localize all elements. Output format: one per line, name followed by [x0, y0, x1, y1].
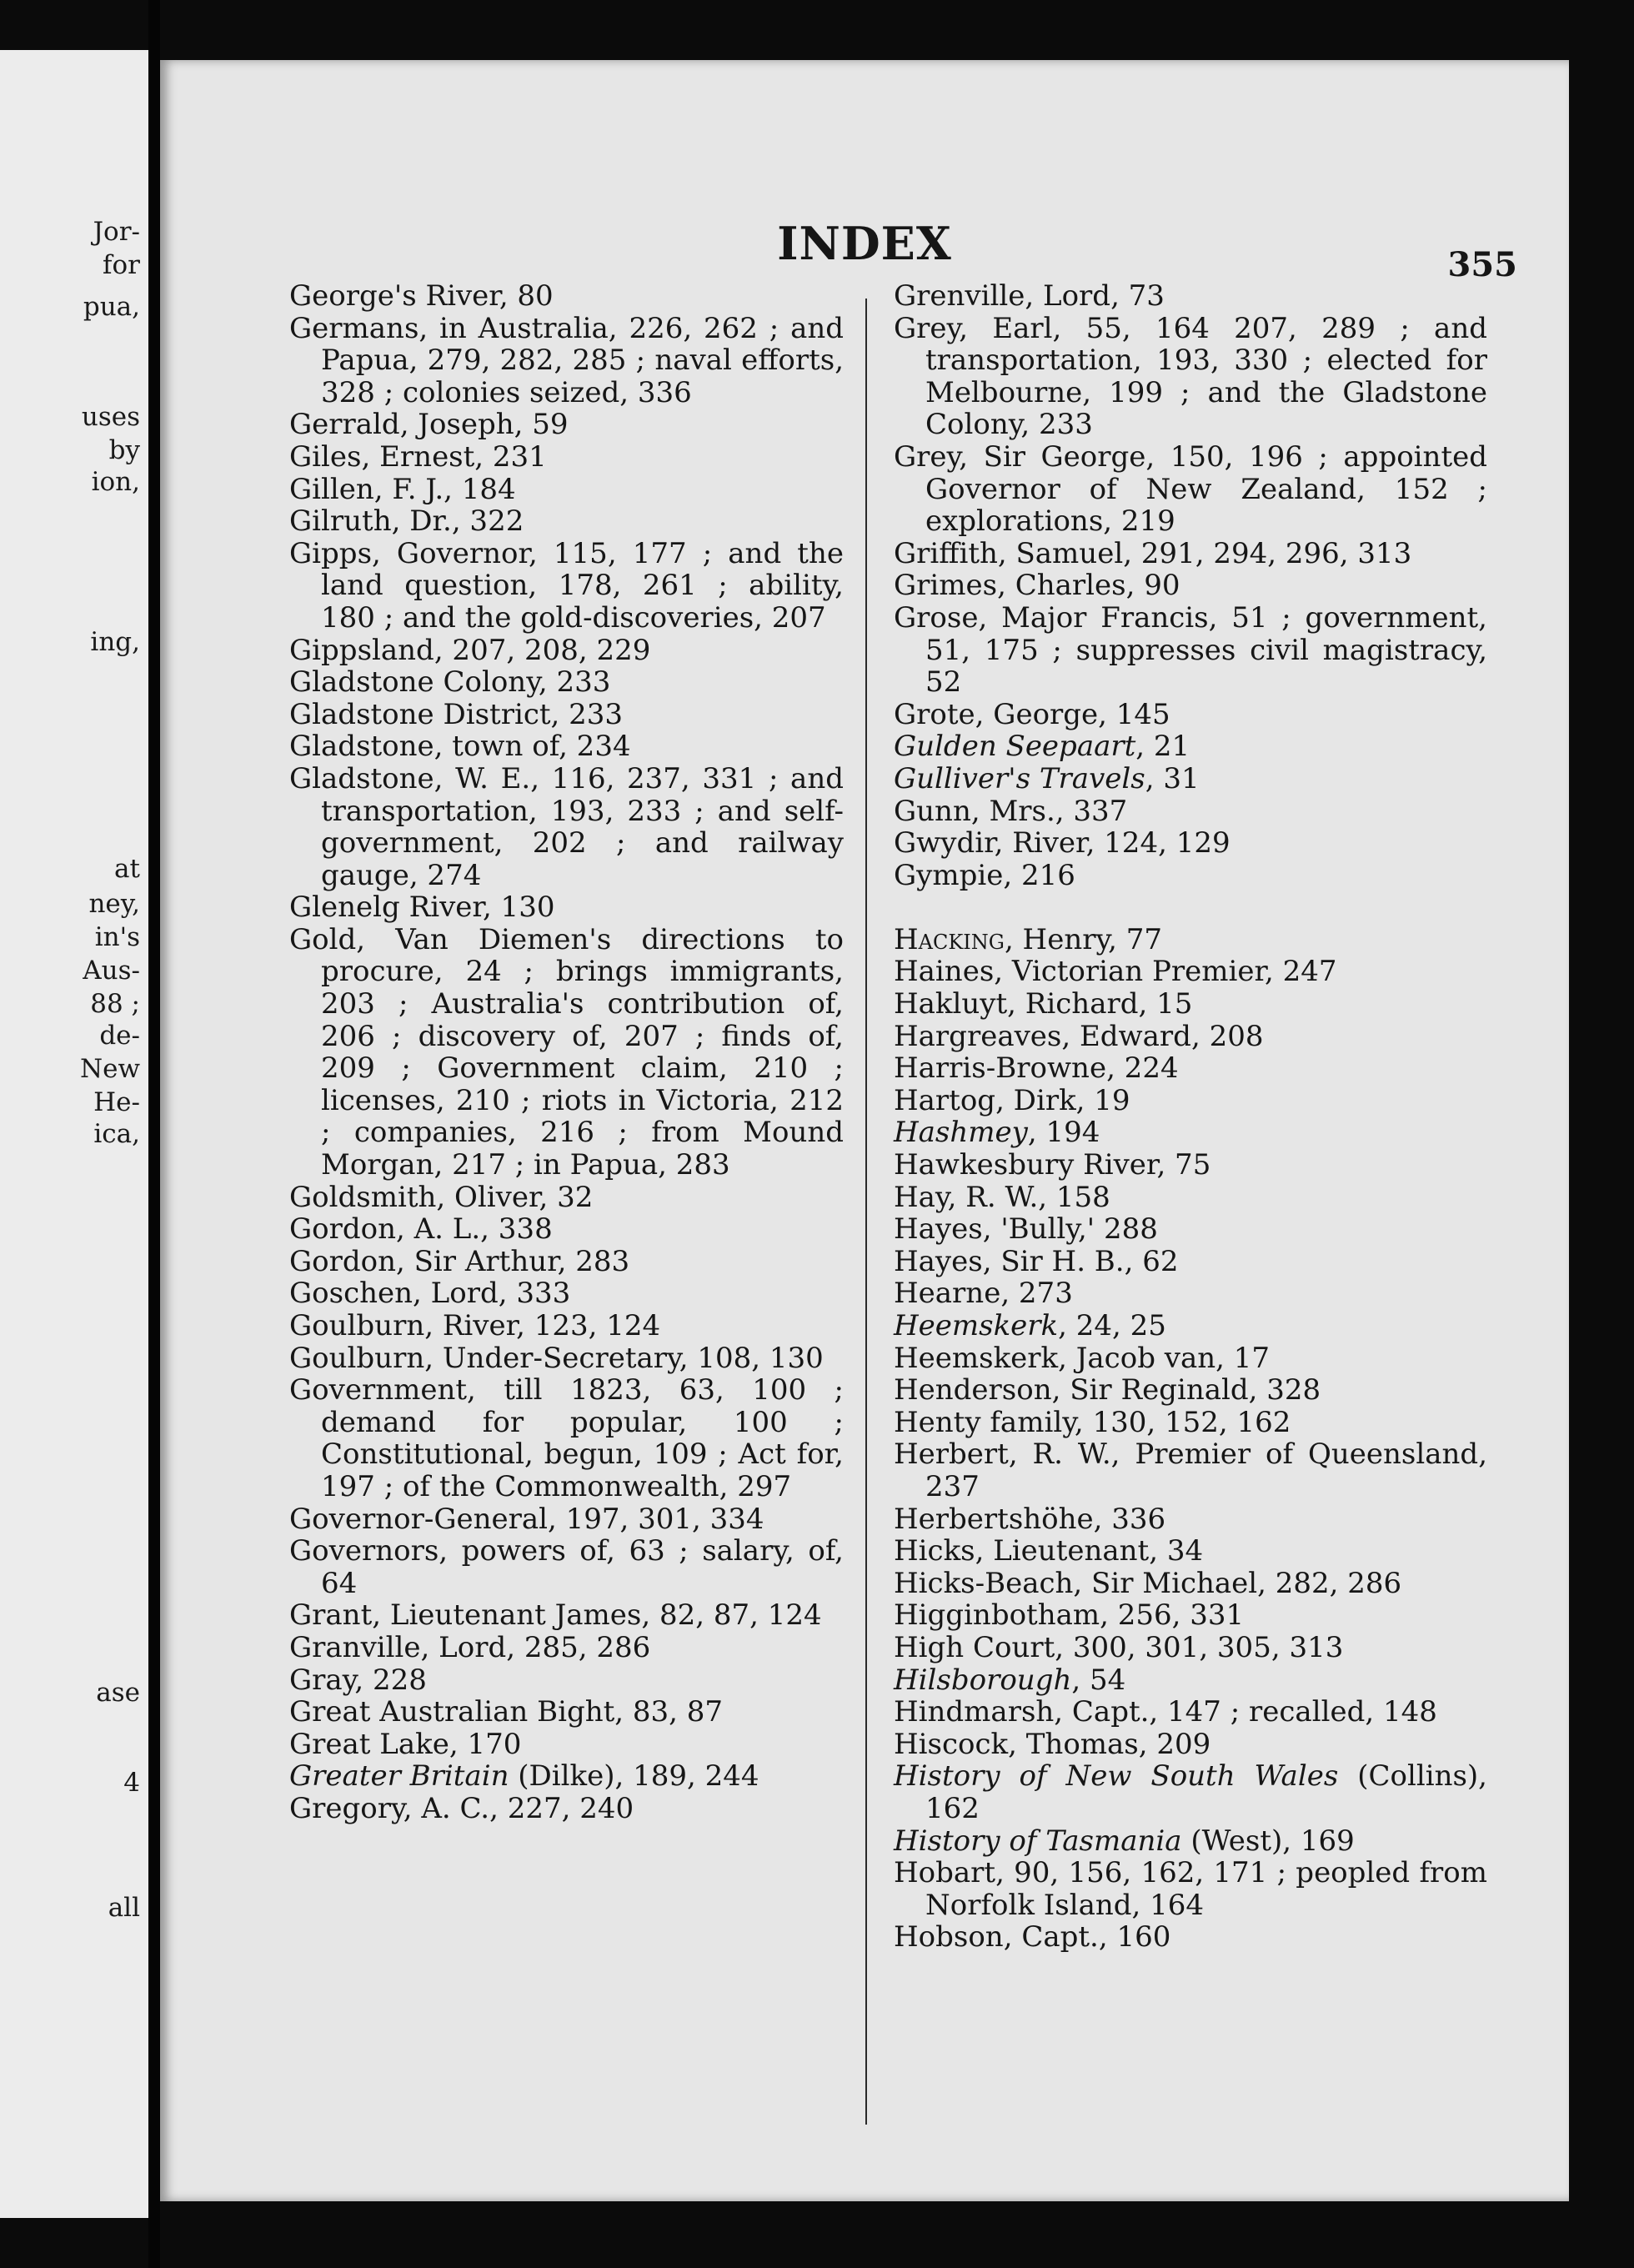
- index-entry: [894, 730, 1487, 763]
- index-entry: [289, 1696, 844, 1729]
- index-entry: [289, 409, 844, 441]
- index-entry: [894, 1374, 1487, 1407]
- facing-page-text: New: [79, 1054, 140, 1084]
- index-entry: [894, 1213, 1487, 1246]
- entry-text: Government, till 1823, 63, 100 ; demand for popular, 100 ; Constitutional, begun, 109 ; Act for, 197 ; of the Commonwealth, 297: [289, 1373, 844, 1503]
- index-entry: [289, 1599, 844, 1632]
- entry-text: Hobson, Capt., 160: [894, 1920, 1171, 1954]
- index-entry: [289, 1277, 844, 1310]
- index-entry: [894, 1438, 1487, 1503]
- entry-text: (Collins), 162: [925, 1759, 1487, 1825]
- facing-page-fragment: [0, 50, 148, 2218]
- entry-text: Governors, powers of, 63 ; salary, of, 64: [289, 1534, 844, 1600]
- index-column-right: [894, 280, 1487, 1954]
- index-entry: [289, 699, 844, 731]
- index-entry: [894, 1342, 1487, 1375]
- index-entry: [289, 1503, 844, 1536]
- entry-text: Grey, Sir George, 150, 196 ; appointed Governor of New Zealand, 152 ; explorations, 219: [894, 439, 1487, 539]
- index-entry: [894, 1085, 1487, 1117]
- index-entry: [289, 474, 844, 506]
- entry-text: Great Lake, 170: [289, 1727, 522, 1761]
- index-entry: [289, 1342, 844, 1375]
- entry-text: (Dilke), 189, 244: [509, 1759, 759, 1794]
- page-number: 355: [1447, 245, 1517, 284]
- page-title: INDEX: [777, 217, 952, 270]
- entry-text: Grenville, Lord, 73: [894, 279, 1165, 313]
- index-entry: [289, 1793, 844, 1825]
- entry-text: Gillen, F. J., 184: [289, 472, 516, 506]
- index-entry: [289, 538, 844, 635]
- index-entry: [289, 1182, 844, 1214]
- entry-text: Hargreaves, Edward, 208: [894, 1019, 1264, 1053]
- facing-page-text: for: [103, 250, 140, 280]
- entry-text: Grey, Earl, 55, 164 207, 289 ; and transportation, 193, 330 ; elected for Melbourne, 199 ; and the Gladstone Colony, 233: [894, 311, 1487, 442]
- index-entry: [894, 1407, 1487, 1439]
- entry-text: Higginbotham, 256, 331: [894, 1598, 1245, 1633]
- entry-text: Griffith, Samuel, 291, 294, 296, 313: [894, 536, 1412, 570]
- entry-text: Haines, Victorian Premier, 247: [894, 955, 1337, 989]
- entry-text: Gladstone, town of, 234: [289, 730, 631, 764]
- facing-page-text: He-: [93, 1087, 140, 1117]
- facing-page-text: all: [108, 1893, 140, 1923]
- index-page: [160, 60, 1569, 2201]
- index-entry: [894, 1760, 1487, 1824]
- index-entry: [289, 1310, 844, 1342]
- index-entry: [894, 1857, 1487, 1921]
- index-entry: [894, 1729, 1487, 1761]
- entry-text: Gympie, 216: [894, 858, 1075, 892]
- index-entry: [289, 1374, 844, 1503]
- index-entry: [289, 313, 844, 409]
- entry-text: Gipps, Governor, 115, 177 ; and the land question, 178, 261 ; ability, 180 ; and the gold-discoveries, 207: [289, 536, 844, 635]
- index-entry: [894, 570, 1487, 602]
- entry-text: Goschen, Lord, 333: [289, 1277, 571, 1311]
- entry-text: Governor-General, 197, 301, 334: [289, 1502, 764, 1536]
- entry-text: Granville, Lord, 285, 286: [289, 1630, 651, 1664]
- index-entry: [894, 763, 1487, 795]
- entry-text: High Court, 300, 301, 305, 313: [894, 1630, 1344, 1664]
- index-entry: [289, 891, 844, 924]
- entry-text: Gregory, A. C., 227, 240: [289, 1791, 634, 1825]
- index-entry: [894, 1503, 1487, 1536]
- entry-text: Gold, Van Diemen's directions to procure, 24 ; brings immigrants, 203 ; Australia's contribution of, 206 ; discovery of, 207 ; finds of, 209 ; Government claim, 210 ; licenses, 210 ; riots in Victoria, 212 ; companies, 216 ; from Mound Morgan, 217 ; in Papua, 283: [289, 922, 844, 1182]
- entry-text: , 31: [1145, 761, 1200, 795]
- entry-text: Hearne, 273: [894, 1277, 1073, 1311]
- index-entry: [894, 1052, 1487, 1085]
- index-entry: [289, 441, 844, 474]
- index-entry: [894, 1116, 1487, 1149]
- index-entry: [894, 699, 1487, 731]
- facing-page-text: uses: [81, 402, 140, 432]
- entry-text: Giles, Ernest, 231: [289, 439, 547, 474]
- index-entry: [894, 1310, 1487, 1342]
- index-entry: [894, 827, 1487, 860]
- facing-page-text: by: [108, 435, 140, 465]
- entry-title-italic: History of New South Wales: [894, 1759, 1339, 1794]
- index-entry: [289, 1535, 844, 1599]
- entry-text: Gladstone, W. E., 116, 237, 331 ; and transportation, 193, 233 ; and self-government, 202 ; and railway gauge, 274: [289, 761, 844, 892]
- entry-text: , 194: [1027, 1116, 1100, 1150]
- entry-text: , 21: [1135, 730, 1190, 764]
- facing-page-text: 88 ;: [90, 989, 140, 1019]
- entry-text: Harris-Browne, 224: [894, 1051, 1179, 1086]
- entry-text: Gladstone Colony, 233: [289, 665, 611, 700]
- index-entry: [289, 635, 844, 667]
- entry-title-italic: History of Tasmania: [894, 1824, 1182, 1858]
- entry-text: Hakluyt, Richard, 15: [894, 987, 1193, 1021]
- index-entry: [894, 1599, 1487, 1632]
- index-entry: [894, 1149, 1487, 1182]
- entry-text: Gilruth, Dr., 322: [289, 504, 524, 539]
- index-entry: [894, 1246, 1487, 1278]
- entry-text: Gippsland, 207, 208, 229: [289, 633, 651, 667]
- section-gap: [894, 891, 1487, 924]
- entry-text: Gladstone District, 233: [289, 697, 624, 731]
- index-entry: [894, 1535, 1487, 1568]
- entry-title-italic: Hashmey: [894, 1116, 1028, 1150]
- entry-text: Hawkesbury River, 75: [894, 1148, 1211, 1182]
- entry-text: Hobart, 90, 156, 162, 171 ; peopled from Norfolk Island, 164: [894, 1856, 1487, 1922]
- column-divider: [865, 299, 867, 2125]
- entry-text: Herbertshöhe, 336: [894, 1502, 1166, 1536]
- index-entry: [894, 988, 1487, 1021]
- index-entry: [894, 280, 1487, 313]
- entry-text: Grote, George, 145: [894, 697, 1170, 731]
- index-entry: [289, 1246, 844, 1278]
- entry-title-italic: Heemskerk: [894, 1309, 1059, 1342]
- entry-text: (West), 169: [1181, 1824, 1355, 1858]
- index-entry: [894, 1921, 1487, 1954]
- entry-text: Grimes, Charles, 90: [894, 569, 1180, 603]
- index-entry: [289, 924, 844, 1182]
- entry-text: Goulburn, Under-Secretary, 108, 130: [289, 1341, 824, 1375]
- facing-page-text: ica,: [93, 1119, 140, 1149]
- index-entry: [289, 280, 844, 313]
- index-entry: [894, 956, 1487, 988]
- entry-text: Hiscock, Thomas, 209: [894, 1727, 1211, 1761]
- entry-text: , 24, 25: [1058, 1309, 1166, 1342]
- entry-text: Hicks-Beach, Sir Michael, 282, 286: [894, 1566, 1402, 1600]
- index-entry: [289, 666, 844, 699]
- facing-page-text: pua,: [83, 292, 140, 322]
- index-column-left: [289, 280, 844, 1825]
- entry-text: Hartog, Dirk, 19: [894, 1083, 1130, 1117]
- index-entry: [894, 1568, 1487, 1600]
- facing-page-text: 4: [123, 1768, 140, 1798]
- entry-text: Grant, Lieutenant James, 82, 87, 124: [289, 1598, 822, 1633]
- entry-text: Henderson, Sir Reginald, 328: [894, 1373, 1321, 1407]
- facing-page-text: ion,: [91, 467, 140, 497]
- entry-text: Goulburn, River, 123, 124: [289, 1309, 661, 1342]
- entry-text: Great Australian Bight, 83, 87: [289, 1695, 724, 1729]
- index-entry: [289, 1213, 844, 1246]
- entry-text: George's River, 80: [289, 279, 554, 313]
- facing-page-text: in's: [94, 922, 140, 952]
- entry-text: Glenelg River, 130: [289, 891, 555, 925]
- entry-text: Hicks, Lieutenant, 34: [894, 1534, 1204, 1568]
- entry-title-italic: Hilsborough: [894, 1663, 1072, 1697]
- facing-page-text: Aus-: [83, 956, 140, 986]
- facing-page-text: Jor-: [93, 217, 140, 247]
- entry-lead-word: Hacking: [894, 922, 1005, 956]
- index-entry: [894, 1825, 1487, 1858]
- index-entry: [289, 730, 844, 763]
- entry-text: Gordon, Sir Arthur, 283: [289, 1244, 630, 1278]
- index-entry: [894, 1021, 1487, 1053]
- entry-text: Goldsmith, Oliver, 32: [289, 1180, 594, 1214]
- facing-page-text: ase: [96, 1678, 140, 1708]
- entry-text: Gordon, A. L., 338: [289, 1212, 553, 1247]
- entry-text: Hayes, Sir H. B., 62: [894, 1244, 1179, 1278]
- entry-text: Grose, Major Francis, 51 ; government, 51, 175 ; suppresses civil magistracy, 52: [894, 600, 1487, 700]
- entry-text: Heemskerk, Jacob van, 17: [894, 1341, 1271, 1375]
- index-entry: [289, 763, 844, 891]
- entry-title-italic: Greater Britain: [289, 1759, 509, 1794]
- entry-text: Henty family, 130, 152, 162: [894, 1405, 1291, 1439]
- index-entry: [894, 924, 1487, 956]
- index-entry: [289, 1729, 844, 1761]
- facing-page-text: at: [114, 854, 140, 884]
- entry-text: Gunn, Mrs., 337: [894, 794, 1128, 828]
- index-entry: [289, 505, 844, 538]
- entry-title-italic: Gulliver's Travels: [894, 761, 1145, 795]
- index-entry: [289, 1760, 844, 1793]
- entry-text: Gray, 228: [289, 1663, 427, 1697]
- entry-title-italic: Gulden Seepaart: [894, 730, 1136, 764]
- entry-text: , Henry, 77: [1004, 922, 1163, 956]
- index-entry: [894, 1277, 1487, 1310]
- entry-text: Germans, in Australia, 226, 262 ; and Papua, 279, 282, 285 ; naval efforts, 328 ; colonies seized, 336: [289, 311, 844, 409]
- entry-text: Gerrald, Joseph, 59: [289, 408, 569, 442]
- facing-page-text: de-: [99, 1021, 140, 1051]
- entry-text: Hindmarsh, Capt., 147 ; recalled, 148: [894, 1695, 1437, 1729]
- book-gutter: [148, 0, 160, 2268]
- index-entry: [289, 1632, 844, 1664]
- index-entry: [894, 1696, 1487, 1729]
- entry-text: Herbert, R. W., Premier of Queensland, 237: [894, 1438, 1487, 1503]
- index-entry: [894, 538, 1487, 570]
- index-entry: [894, 1632, 1487, 1664]
- entry-text: Hayes, 'Bully,' 288: [894, 1212, 1158, 1247]
- index-entry: [894, 602, 1487, 699]
- entry-text: , 54: [1071, 1663, 1126, 1697]
- index-entry: [894, 795, 1487, 828]
- facing-page-text: ney,: [88, 889, 140, 919]
- facing-page-text: ing,: [90, 627, 140, 657]
- index-entry: [289, 1664, 844, 1697]
- index-entry: [894, 441, 1487, 538]
- entry-text: Hay, R. W., 158: [894, 1180, 1110, 1214]
- index-entry: [894, 860, 1487, 892]
- entry-text: Gwydir, River, 124, 129: [894, 826, 1231, 861]
- index-entry: [894, 1664, 1487, 1697]
- index-entry: [894, 1182, 1487, 1214]
- index-entry: [894, 313, 1487, 441]
